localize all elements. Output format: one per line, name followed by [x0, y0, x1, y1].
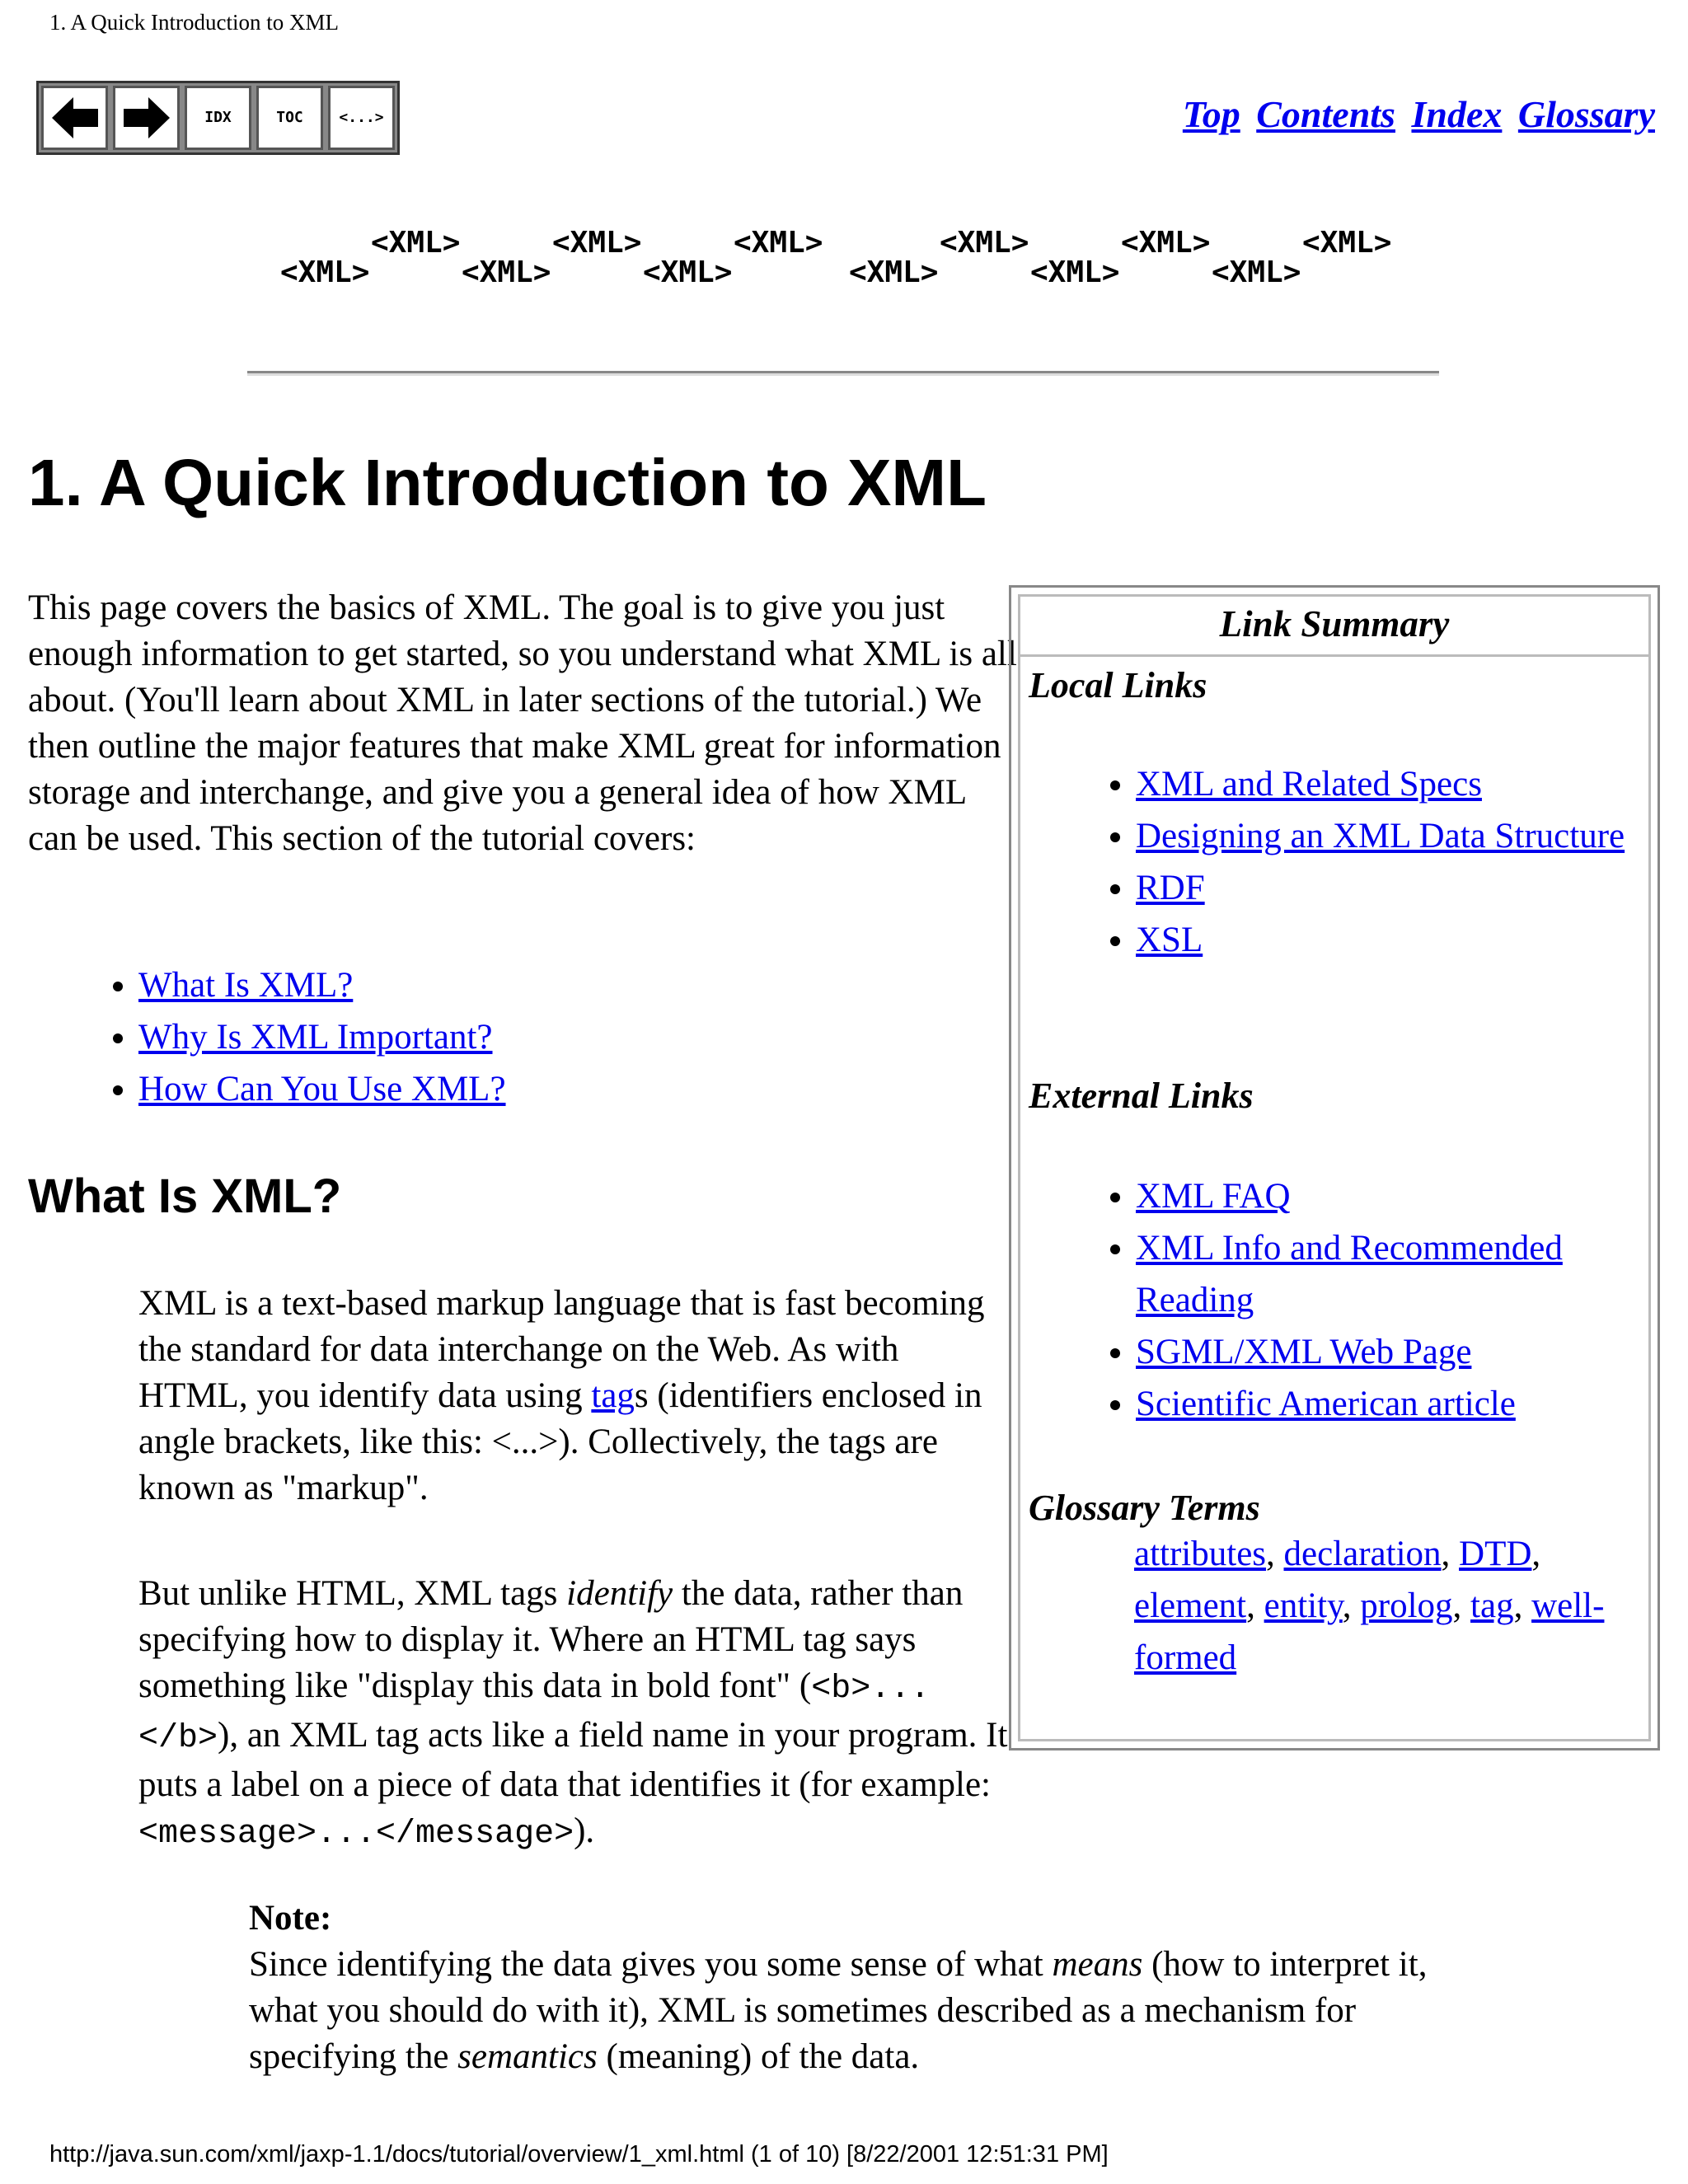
- text-run: ), an XML tag acts like a field name in your program. It puts a label on a piece of data that identifies it (for example:: [138, 1716, 1008, 1804]
- xml-banner: [280, 223, 1418, 297]
- code-snippet: <message>...</message>: [138, 1816, 574, 1853]
- external-links-heading: External Links: [1029, 1076, 1254, 1116]
- toc-link-why-important[interactable]: Why Is XML Important?: [138, 1018, 493, 1057]
- external-link[interactable]: SGML/XML Web Page: [1136, 1333, 1472, 1371]
- link-summary-box: [1009, 585, 1660, 1750]
- text-run: (meaning) of the data.: [597, 2037, 920, 2076]
- link-summary-inner: [1018, 594, 1651, 1741]
- forward-arrow-icon[interactable]: [113, 86, 180, 150]
- banner-tag: <XML>: [1212, 255, 1301, 289]
- external-link[interactable]: XML Info and Recommended Reading: [1136, 1229, 1563, 1319]
- glossary-link[interactable]: Glossary: [1517, 93, 1655, 135]
- local-links-heading: Local Links: [1029, 665, 1207, 705]
- emphasis: means: [1052, 1945, 1143, 1984]
- text-run: s (identifiers enclosed in angle brackets, like this: <...>). Collectively, the tags are known as "markup".: [138, 1376, 982, 1507]
- list-item: [1136, 914, 1630, 966]
- list-item: [138, 1011, 506, 1063]
- glossary-terms-list: attributes, declaration, DTD, element, entity, prolog, tag, well-formed: [1134, 1535, 1605, 1677]
- banner-tag: <XML>: [643, 255, 733, 289]
- local-link[interactable]: RDF: [1136, 869, 1205, 907]
- text-run: Since identifying the data gives you some sense of what: [249, 1945, 1053, 1984]
- list-item: [1136, 1170, 1630, 1222]
- toc-icon[interactable]: [256, 86, 323, 150]
- emphasis: identify: [566, 1574, 673, 1613]
- glossary-term-link[interactable]: entity: [1264, 1586, 1343, 1625]
- local-link[interactable]: Designing an XML Data Structure: [1136, 817, 1625, 855]
- note-block: [249, 1896, 1444, 2080]
- section-toc: [82, 959, 506, 1115]
- list-item: [1136, 1326, 1630, 1378]
- local-link[interactable]: XSL: [1136, 921, 1203, 959]
- index-link[interactable]: Index: [1411, 93, 1503, 135]
- banner-tag: <XML>: [280, 255, 370, 289]
- local-link[interactable]: XML and Related Specs: [1136, 765, 1482, 804]
- index-icon-label: IDX: [204, 109, 232, 126]
- banner-tag: <XML>: [1302, 226, 1392, 260]
- list-item: [1136, 1378, 1630, 1430]
- list-item: [138, 959, 506, 1011]
- glossary-term-link[interactable]: declaration: [1283, 1535, 1442, 1573]
- contents-link[interactable]: Contents: [1256, 93, 1395, 135]
- list-item: [1136, 862, 1630, 914]
- emphasis: semantics: [457, 2037, 598, 2076]
- list-item: [1136, 810, 1630, 862]
- glossary-term-link[interactable]: attributes: [1134, 1535, 1267, 1573]
- print-footer-url: http://java.sun.com/xml/jaxp-1.1/docs/tutorial/overview/1_xml.html (1 of 10) [8/22/2001 12:51:31 PM]: [49, 2141, 1109, 2168]
- text-run: the data, rather than specifying how to display it. Where an HTML tag says something like "display this data in bold font" (: [138, 1574, 964, 1705]
- text-run: (how to interpret it, what you should do with it), XML is sometimes described as a mechanism for specifying the: [249, 1945, 1428, 2076]
- toc-link-what-is-xml[interactable]: What Is XML?: [138, 966, 354, 1005]
- top-link[interactable]: Top: [1182, 93, 1240, 135]
- glossary-terms-heading: Glossary Terms: [1029, 1488, 1260, 1528]
- link-summary-title: Link Summary: [1020, 597, 1648, 657]
- xml-tags-icon[interactable]: [328, 86, 395, 150]
- text-run: But unlike HTML, XML tags: [138, 1574, 567, 1613]
- banner-tag: <XML>: [849, 255, 939, 289]
- banner-tag: <XML>: [1121, 226, 1211, 260]
- list-item: [1136, 1222, 1630, 1326]
- banner-tag: <XML>: [462, 255, 551, 289]
- nav-icon-bar: [36, 81, 400, 155]
- external-link[interactable]: Scientific American article: [1136, 1385, 1516, 1423]
- text-wrap-block: [138, 1571, 1012, 1808]
- tag-glossary-link[interactable]: tag: [591, 1376, 635, 1415]
- page-title: 1. A Quick Introduction to XML: [28, 446, 987, 519]
- back-arrow-icon[interactable]: [41, 86, 108, 150]
- text-run: ).: [574, 1811, 595, 1850]
- banner-tag: <XML>: [940, 226, 1029, 260]
- note-label: Note:: [249, 1899, 332, 1938]
- banner-tag: <XML>: [371, 226, 461, 260]
- glossary-term-link[interactable]: well-formed: [1134, 1586, 1605, 1677]
- xml-tags-icon-label: <...>: [339, 109, 384, 126]
- list-item: [1136, 758, 1630, 810]
- code-snippet: <b>...</b>: [138, 1671, 931, 1757]
- external-links-list: [1078, 1170, 1630, 1430]
- banner-tag: <XML>: [552, 226, 642, 260]
- glossary-term-link[interactable]: DTD: [1459, 1535, 1532, 1573]
- list-item: [138, 1063, 506, 1115]
- external-link[interactable]: XML FAQ: [1136, 1177, 1291, 1216]
- print-header: 1. A Quick Introduction to XML: [49, 10, 339, 35]
- glossary-term-link[interactable]: tag: [1470, 1586, 1514, 1625]
- body-paragraph: [138, 1281, 1012, 1511]
- glossary-term-link[interactable]: prolog: [1360, 1586, 1453, 1625]
- glossary-term-link[interactable]: element: [1134, 1586, 1247, 1625]
- section-heading: What Is XML?: [28, 1169, 342, 1223]
- intro-paragraph: This page covers the basics of XML. The goal is to give you just enough information to get started, so you understand what XML is all about. (You'll learn about XML in later sections of the tutorial.) We then outline the major features that make XML great for information storage and interchange, and give you a general idea of how XML can be used. This section of the tutorial covers:: [28, 588, 1017, 858]
- banner-tag: <XML>: [734, 226, 823, 260]
- local-links-list: [1078, 758, 1630, 966]
- toc-icon-label: TOC: [276, 109, 303, 126]
- top-nav-links: [1176, 92, 1655, 136]
- banner-tag: <XML>: [1030, 255, 1120, 289]
- index-icon[interactable]: [185, 86, 251, 150]
- horizontal-rule: [247, 371, 1439, 376]
- text-run: XML is a text-based markup language that is fast becoming the standard for data interchange on the Web. As with HTML, you identify data using: [138, 1284, 985, 1415]
- toc-link-how-use[interactable]: How Can You Use XML?: [138, 1070, 506, 1108]
